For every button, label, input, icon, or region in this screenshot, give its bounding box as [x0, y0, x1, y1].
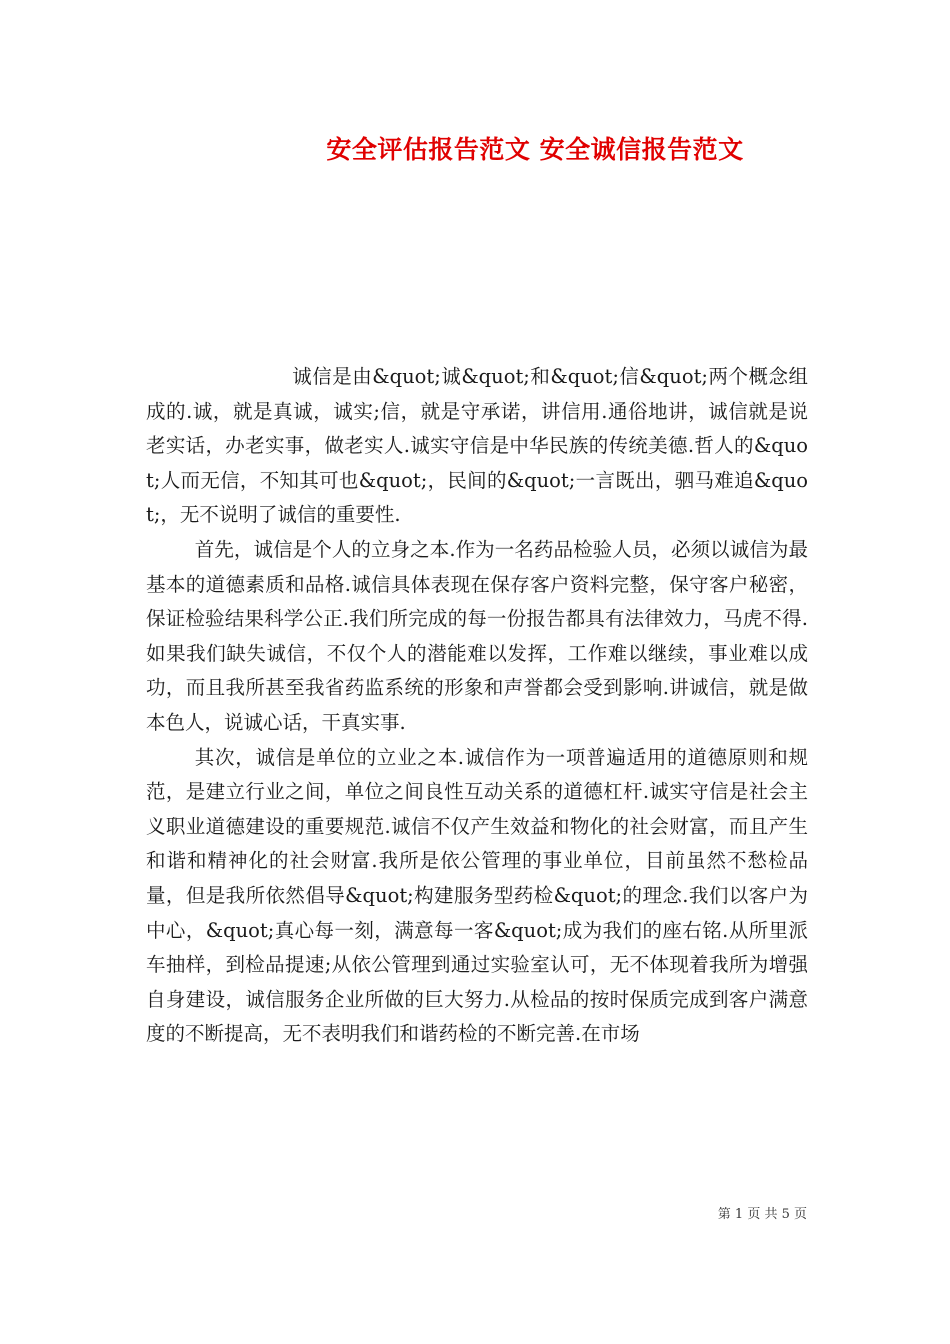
document-title: 安全评估报告范文 安全诚信报告范文: [326, 135, 744, 164]
paragraph-second-point: 其次，诚信是单位的立业之本.诚信作为一项普遍适用的道德原则和规范，是建立行业之间，单位之间良性互动关系的道德杠杆.诚实守信是社会主义职业道德建设的重要规范.诚信不仅产生效益和物化的社会财富，而且产生和谐和精神化的社会财富.我所是依公管理的事业单位，目前虽然不愁检品量，但是我所依然倡导&quot;构建服务型药检&quot;的理念.我们以客户为中心，&quot;真心每一刻，满意每一客&quot;成为我们的座右铭.从所里派车抽样，到检品提速;从依公管理到通过实验室认可，无不体现着我所为增强自身建设，诚信服务企业所做的巨大努力.从检品的按时保质完成到客户满意度的不断提高，无不表明我们和谐药检的不断完善.在市场: [146, 745, 808, 1046]
paragraph-first-point: 首先，诚信是个人的立身之本.作为一名药品检验人员，必须以诚信为最基本的道德素质和品格.诚信具体表现在保存客户资料完整，保守客户秘密，保证检验结果科学公正.我们所完成的每一份报告都具有法律效力，马虎不得.如果我们缺失诚信，不仅个人的潜能难以发挥，工作难以继续，事业难以成功，而且我所甚至我省药监系统的形象和声誉都会受到影响.讲诚信，就是做本色人，说诚心话，干真实事.: [146, 537, 808, 734]
document-body: [146, 360, 808, 1052]
page-number-footer: 第 1 页 共 5 页: [717, 1207, 807, 1222]
paragraph-intro: 诚信是由&quot;诚&quot;和&quot;信&quot;两个概念组成的.诚，就是真诚，诚实;信，就是守承诺，讲信用.通俗地讲，诚信就是说老实话，办老实事，做老实人.诚实守信是中华民族的传统美德.哲人的&quot;人而无信，不知其可也&quot;，民间的&quot;一言既出，驷马难追&quot;，无不说明了诚信的重要性.: [146, 365, 808, 527]
